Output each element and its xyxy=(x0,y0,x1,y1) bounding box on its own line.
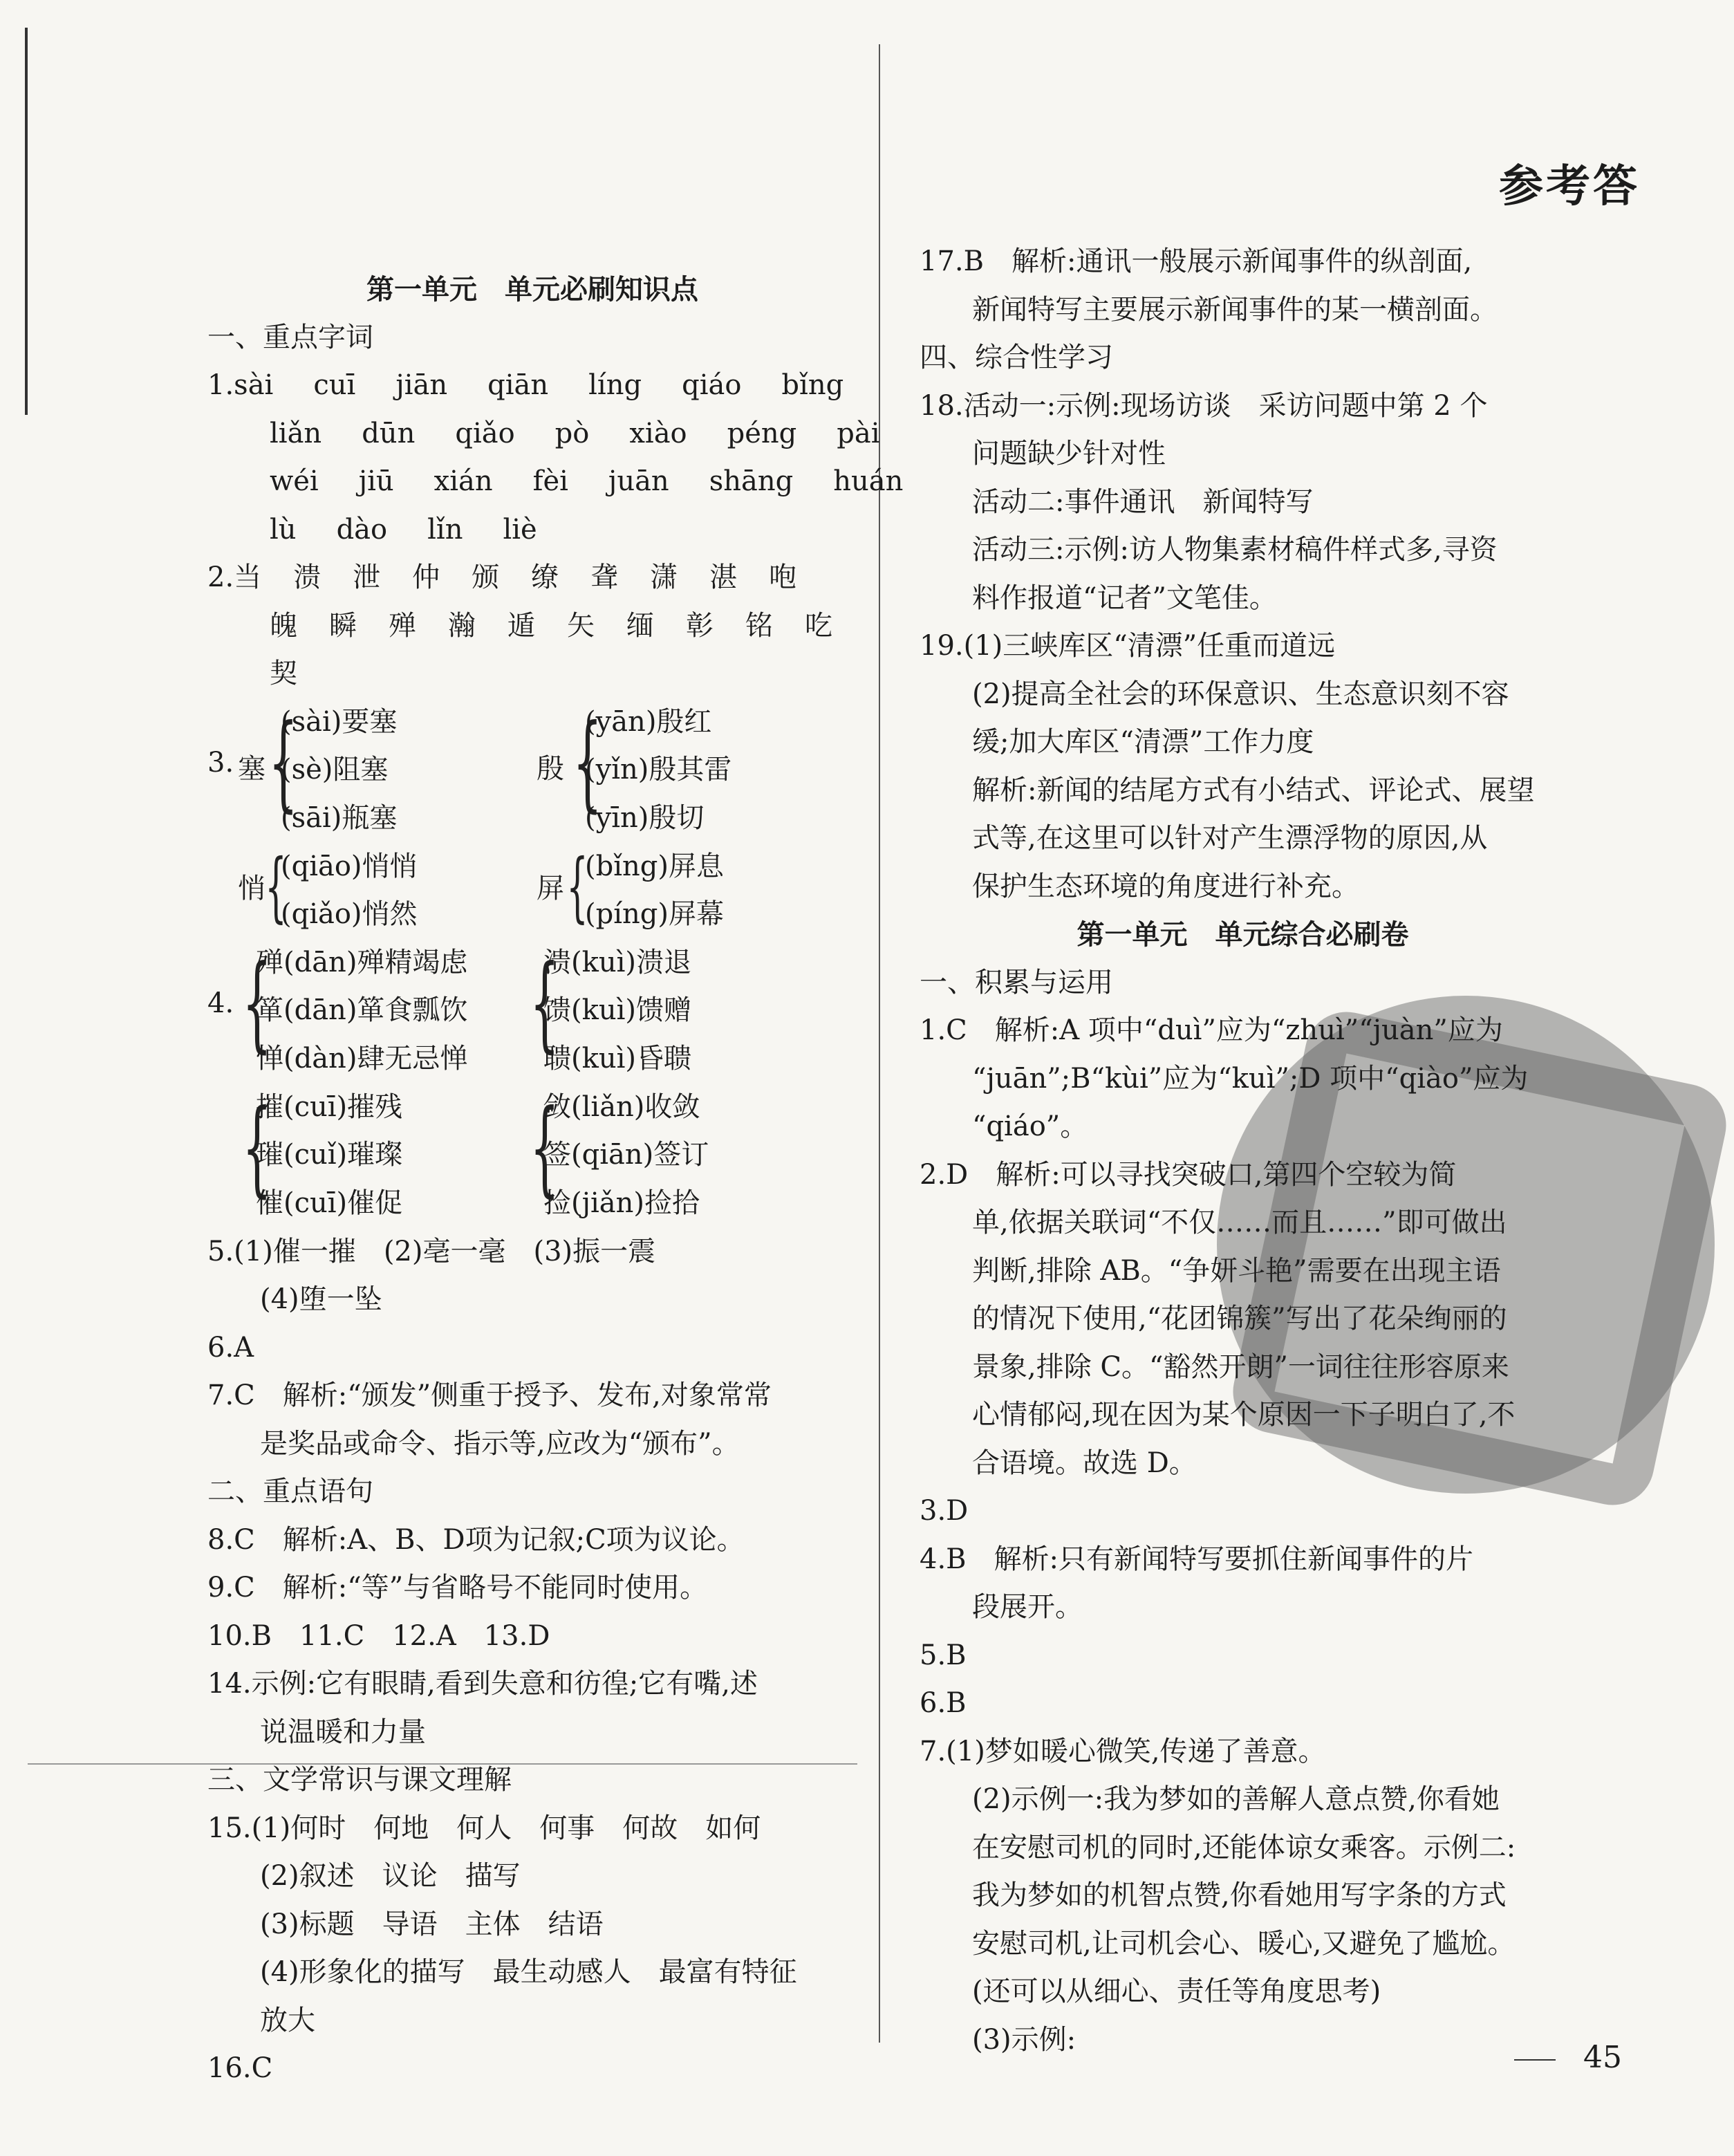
answer-line: 14.示例:它有眼睛,看到失意和彷徨;它有嘴,述 xyxy=(207,1668,758,1700)
answer-line: 18.活动一:示例:现场访谈 采访问题中第 2 个 xyxy=(920,389,1488,422)
answer-line: 6.B xyxy=(920,1687,967,1719)
answer-line: 15.(1)何时 何地 何人 何事 何故 如何 xyxy=(207,1812,761,1844)
answer-line: 2.D 解析:可以寻找突破口,第四个空较为简 xyxy=(920,1158,1457,1191)
unit-heading: 第一单元 单元必刷知识点 xyxy=(366,273,698,306)
answer-line: 9.C 解析:“等”与省略号不能同时使用。 xyxy=(207,1572,708,1604)
answer-line: 5.(1)催一摧 (2)亳一毫 (3)振一震 xyxy=(207,1235,656,1267)
column-divider xyxy=(879,44,880,2043)
answer-line: 3.D xyxy=(920,1495,969,1527)
section-heading: 二、重点语句 xyxy=(207,1476,373,1507)
answer-line: 式等,在这里可以针对产生漂浮物的原因,从 xyxy=(972,822,1488,854)
answer-line: 8.C 解析:A、B、D项为记叙;C项为议论。 xyxy=(207,1523,745,1556)
answer-line: 新闻特写主要展示新闻事件的某一横剖面。 xyxy=(972,293,1498,326)
answer-line: (2)示例一:我为梦如的善解人意点赞,你看她 xyxy=(972,1783,1500,1815)
answer-line: 判断,排除 AB。“争妍斗艳”需要在出现主语 xyxy=(972,1254,1501,1287)
similar-char-group: { 摧(cuī)摧残 璀(cuǐ)璀璨 催(cuī)催促 { 敛(liǎn)收敛 签(qiān)签订 捡(jiǎn)捡拾 xyxy=(242,1087,709,1219)
answer-line: (2)叙述 议论 描写 xyxy=(260,1860,521,1892)
answer-line: 7.(1)梦如暖心微笑,传递了善意。 xyxy=(920,1735,1326,1767)
brace-icon: { xyxy=(242,942,272,1063)
answer-line: 是奖品或命令、指示等,应改为“颁布”。 xyxy=(260,1427,740,1460)
answer-line: 放大 xyxy=(260,2004,315,2036)
answer-line: 的情况下使用,“花团锦簇”写出了花朵绚丽的 xyxy=(972,1303,1507,1335)
polyphone-char: 塞 xyxy=(238,752,265,785)
polyphone-group: 3. 塞 { (sài)要塞 (sè)阻塞 (sāi)瓶塞 殷 { (yān)殷红 (yǐn)殷其雷 (yīn)殷切 xyxy=(207,702,732,834)
answer-line: 料作报道“记者”文笔佳。 xyxy=(972,582,1277,614)
answer-line: 心情郁闷,现在因为某个原因一下子明白了,不 xyxy=(972,1399,1516,1431)
answer-line: 景象,排除 C。“豁然开朗”一词往往形容原来 xyxy=(972,1350,1509,1383)
polyphone-group: 悄 { (qiāo)悄悄 (qiǎo)悄然 屏 { (bǐng)屏息 (píng)屏幕 xyxy=(238,842,724,931)
similar-char-group: 4. { 殚(dān)殚精竭虑 箪(dān)箪食瓢饮 惮(dàn)肆无忌惮 { 溃(kuì)溃退 馈(kuì)馈赠 聩(kuì)昏聩 xyxy=(207,942,692,1075)
answer-line: 7.C 解析:“颁发”侧重于授予、发布,对象常常 xyxy=(207,1379,772,1411)
pinyin-row: liǎn dūn qiǎo pò xiào péng pài xyxy=(270,417,880,449)
polyphone-char: 殷 xyxy=(537,752,564,785)
answer-line: 活动二:事件通讯 新闻特写 xyxy=(972,485,1314,518)
answer-line: 安慰司机,让司机会心、暖心,又避免了尴尬。 xyxy=(972,1927,1516,1960)
unit-heading: 第一单元 单元综合必刷卷 xyxy=(1076,918,1409,951)
answer-line: (3)标题 导语 主体 结语 xyxy=(260,1908,604,1940)
answer-line: 说温暖和力量 xyxy=(260,1716,426,1748)
answer-line: 问题缺少针对性 xyxy=(972,438,1166,470)
dash-icon xyxy=(1514,2059,1556,2061)
brace-icon: { xyxy=(572,702,603,823)
answer-line: “qiáo”。 xyxy=(972,1110,1088,1142)
answer-line: 单,依据关联词“不仅……而且……”即可做出 xyxy=(972,1207,1507,1238)
brace-icon: { xyxy=(265,842,287,931)
section-heading: 四、综合性学习 xyxy=(920,342,1113,373)
polyphone-char: 悄 xyxy=(238,872,265,904)
answer-line: 我为梦如的机智点赞,你看她用写字条的方式 xyxy=(972,1879,1507,1911)
answer-line: 段展开。 xyxy=(972,1591,1083,1623)
answer-line: 17.B 解析:通讯一般展示新闻事件的纵剖面, xyxy=(920,245,1473,277)
answer-line: 4.B 解析:只有新闻特写要抓住新闻事件的片 xyxy=(920,1543,1474,1575)
pinyin-row: wéi jiū xián fèi juān shāng huán xyxy=(270,465,904,497)
answer-line: 1.C 解析:A 项中“duì”应为“zhuì”“juàn”应为 xyxy=(920,1014,1503,1046)
answer-line: 19.(1)三峡库区“清漂”任重而道远 xyxy=(920,630,1336,662)
hanzi-row: 契 xyxy=(270,658,297,689)
answer-line: (还可以从细心、责任等角度思考) xyxy=(972,1976,1381,2007)
brace-icon: { xyxy=(530,942,560,1063)
answer-line: 解析:新闻的结尾方式有小结式、评论式、展望 xyxy=(972,774,1535,806)
brace-icon: { xyxy=(268,702,299,823)
section-heading: 一、重点字词 xyxy=(207,321,373,353)
pinyin-row: 1.sài cuī jiān qiān líng qiáo bǐng xyxy=(207,369,844,401)
answer-line: 10.B 11.C 12.A 13.D xyxy=(207,1619,550,1652)
answer-line: (2)提高全社会的环保意识、生态意识刻不容 xyxy=(972,678,1509,710)
answer-line: (4)堕一坠 xyxy=(260,1283,382,1315)
page-edge-line xyxy=(25,28,28,415)
answer-line: 活动三:示例:访人物集素材稿件样式多,寻资 xyxy=(972,534,1498,566)
answer-line: (4)形象化的描写 最生动感人 最富有特征 xyxy=(260,1956,797,1988)
brace-icon: { xyxy=(566,842,588,931)
polyphone-char: 屏 xyxy=(537,872,564,904)
page-title: 参考答 xyxy=(1499,160,1640,212)
pinyin-row: lù dào lǐn liè xyxy=(270,513,537,546)
answer-line: (3)示例: xyxy=(972,2023,1076,2056)
hanzi-row: 2.当 溃 泄 仲 颁 缭 聋 潇 湛 咆 xyxy=(207,561,797,593)
answer-line: “juān”;B“kùi”应为“kuì”;D 项中“qiào”应为 xyxy=(972,1062,1529,1095)
section-heading: 一、积累与运用 xyxy=(920,966,1113,998)
brace-icon: { xyxy=(242,1087,272,1208)
answer-line: 合语境。故选 D。 xyxy=(972,1447,1197,1479)
answer-line: 在安慰司机的同时,还能体谅女乘客。示例二: xyxy=(972,1831,1516,1864)
left-column xyxy=(207,266,904,2093)
hanzi-row: 魄 瞬 殚 瀚 遁 矢 缅 彰 铭 吃 xyxy=(270,609,832,642)
answer-line: 保护生态环境的角度进行补充。 xyxy=(972,870,1359,902)
section-heading: 三、文学常识与课文理解 xyxy=(207,1764,512,1796)
right-column xyxy=(920,238,1566,2064)
answer-line: 5.B xyxy=(920,1639,967,1671)
brace-icon: { xyxy=(530,1087,560,1208)
page-number: 45 xyxy=(1514,2040,1622,2075)
answer-line: 缓;加大库区“清漂”工作力度 xyxy=(972,726,1314,758)
answer-line: 16.C xyxy=(207,2052,273,2084)
answer-line: 6.A xyxy=(207,1331,254,1364)
